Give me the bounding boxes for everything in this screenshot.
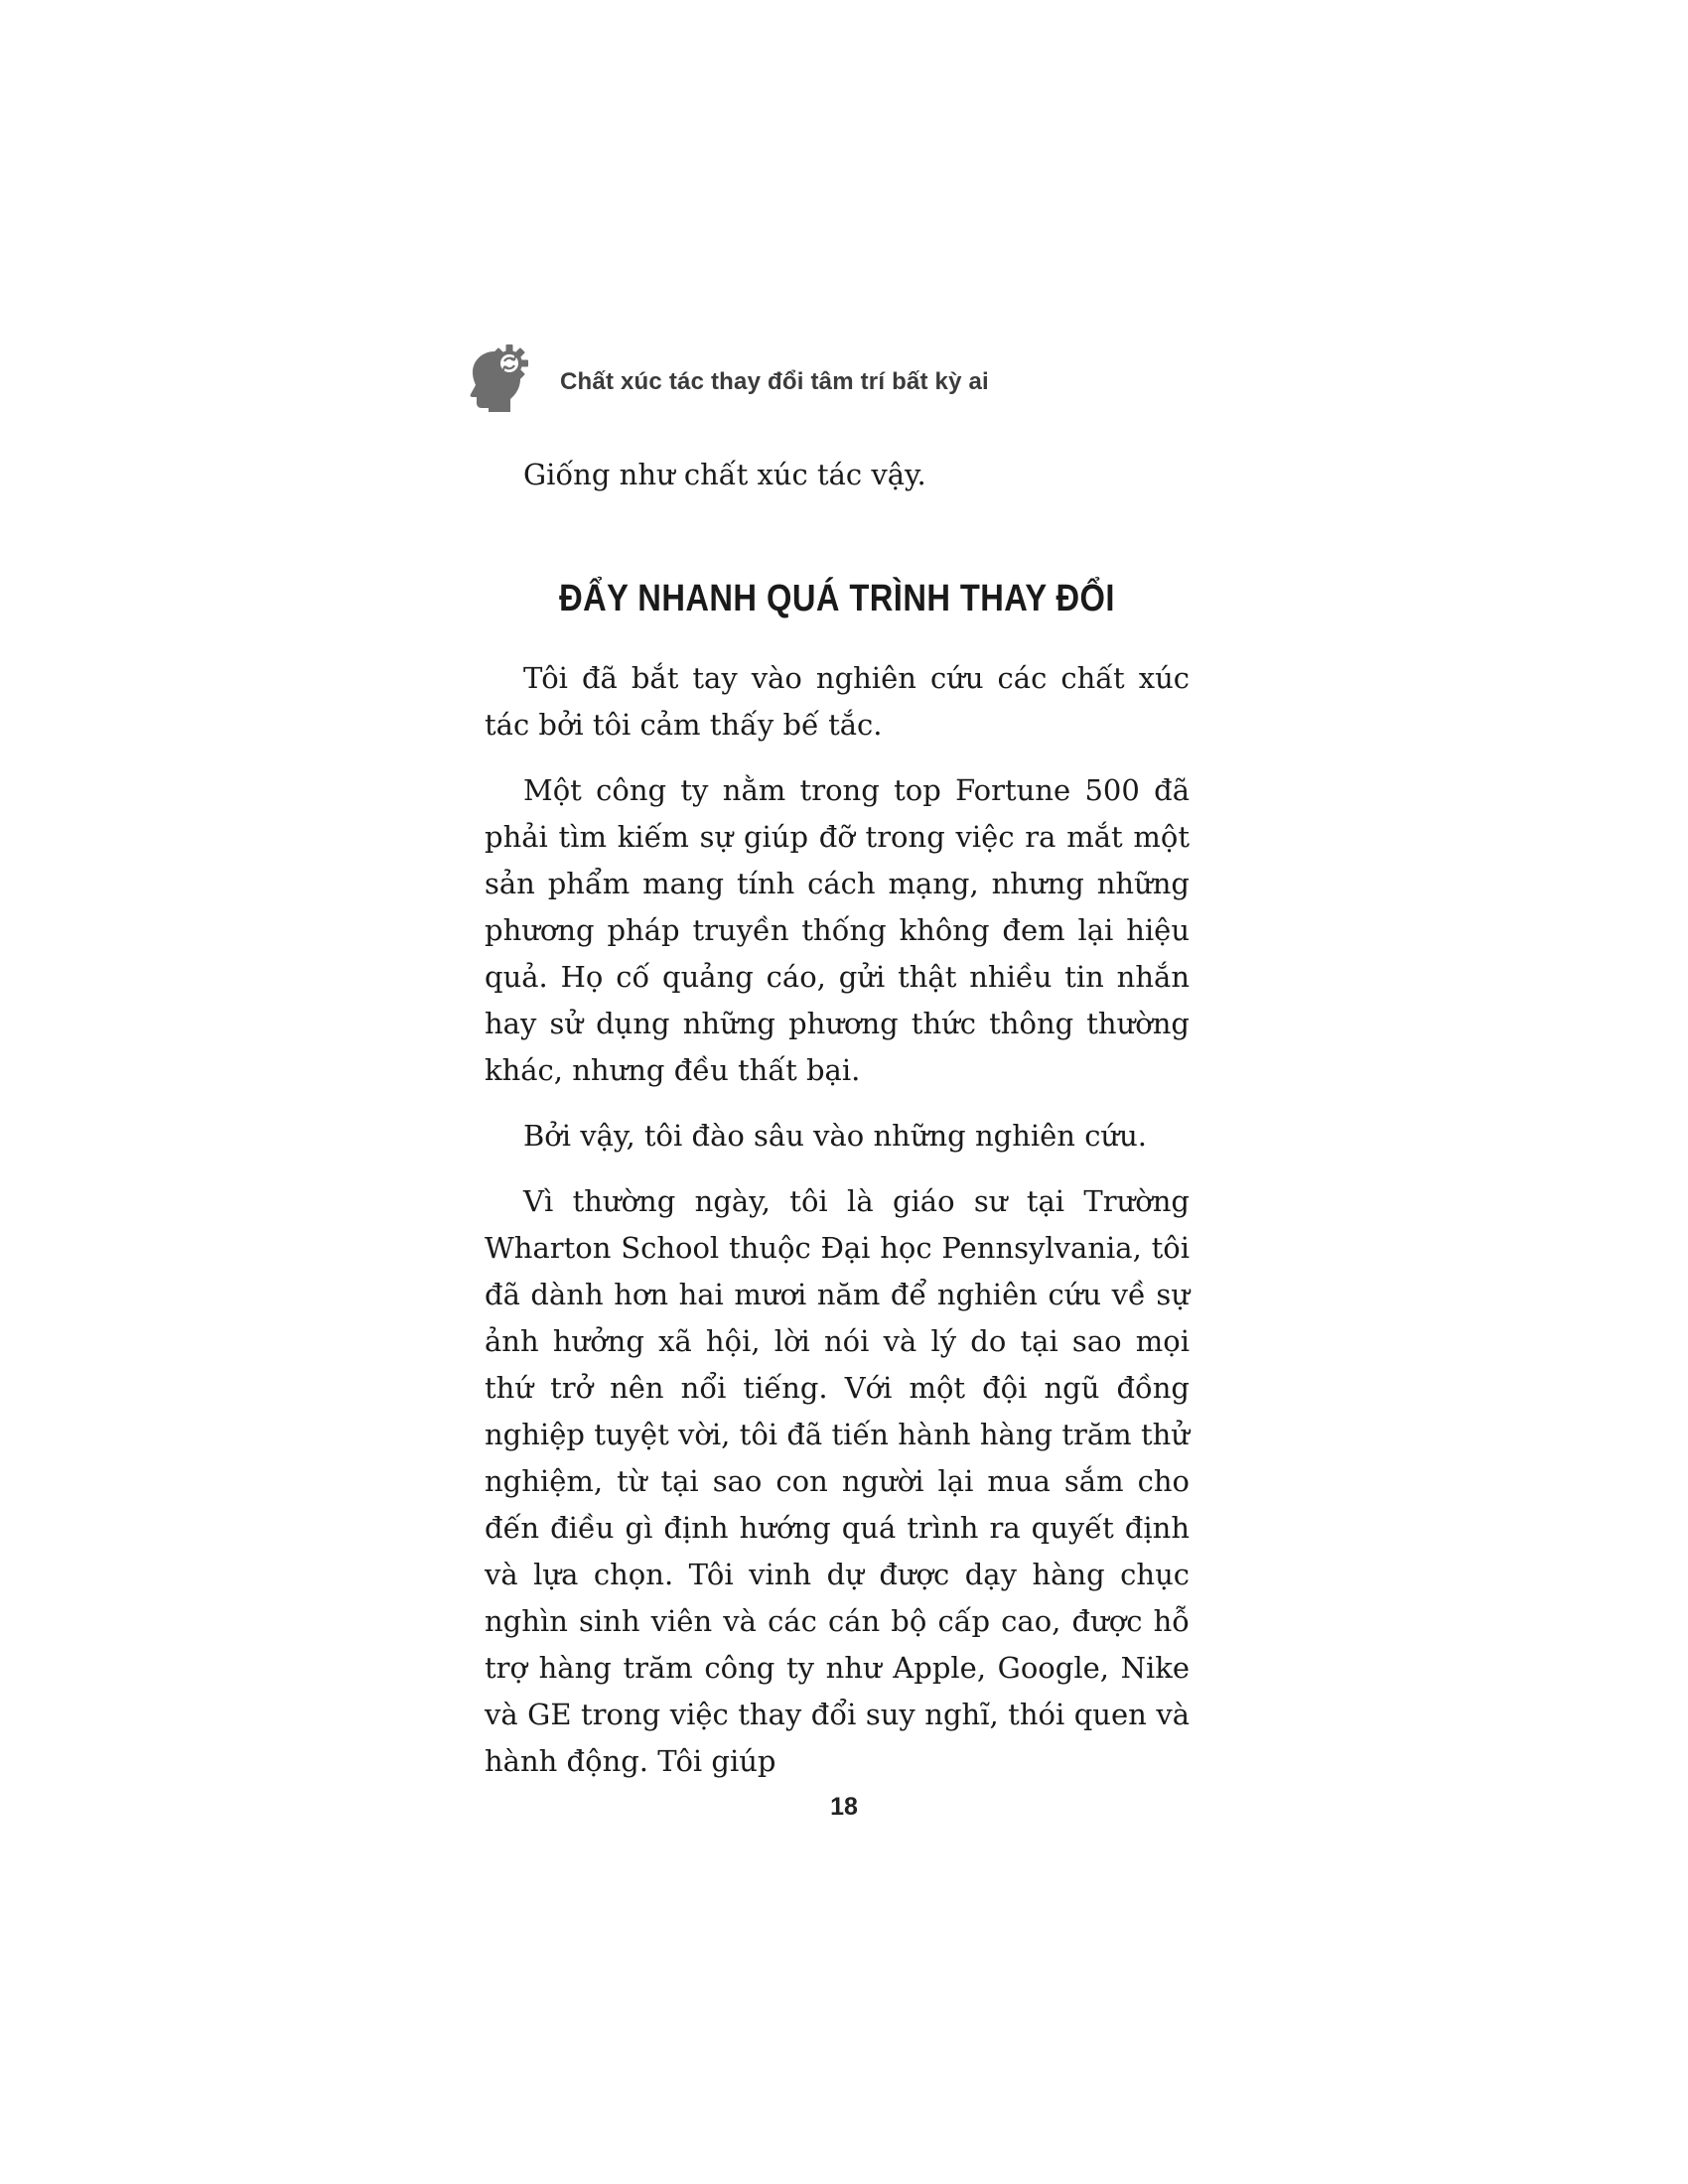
opening-line: Giống như chất xúc tác vậy.: [523, 458, 926, 491]
paragraph: Vì thường ngày, tôi là giáo sư tại Trường Wharton School thuộc Đại học Pennsylvania, tôi đã dành hơn hai mươi năm để nghiên cứu về sự ảnh hưởng xã hội, lời nói và lý do tại sao mọi thứ trở nên nổi tiếng. Với một đội ngũ đồng nghiệp tuyệt vời, tôi đã tiến hành hàng trăm thử nghiệm, từ tại sao con người lại mua sắm cho đến điều gì định hướng quá trình ra quyết định và lựa chọn. Tôi vinh dự được dạy hàng chục nghìn sinh viên và các cán bộ cấp cao, được hỗ trợ hàng trăm công ty như Apple, Google, Nike và GE trong việc thay đổi suy nghĩ, thói quen và hành động. Tôi giúp: [485, 1184, 1190, 1778]
body-text: [485, 655, 1190, 1804]
paragraph: Một công ty nằm trong top Fortune 500 đã phải tìm kiếm sự giúp đỡ trong việc ra mắt một sản phẩm mang tính cách mạng, nhưng những phương pháp truyền thống không đem lại hiệu quả. Họ cố quảng cáo, gửi thật nhiều tin nhắn hay sử dụng những phương thức thông thường khác, nhưng đều thất bại.: [485, 773, 1190, 1087]
running-header: [465, 341, 989, 413]
running-title: Chất xúc tác thay đổi tâm trí bất kỳ ai: [560, 368, 989, 395]
paragraph: Bởi vậy, tôi đào sâu vào những nghiên cứu.: [523, 1119, 1148, 1153]
head-gear-icon: [465, 341, 536, 413]
page-number: 18: [830, 1793, 858, 1821]
section-heading: ĐẨY NHANH QUÁ TRÌNH THAY ĐỔI: [559, 578, 1115, 619]
paragraph: Tôi đã bắt tay vào nghiên cứu các chất xúc tác bởi tôi cảm thấy bế tắc.: [485, 661, 1190, 742]
